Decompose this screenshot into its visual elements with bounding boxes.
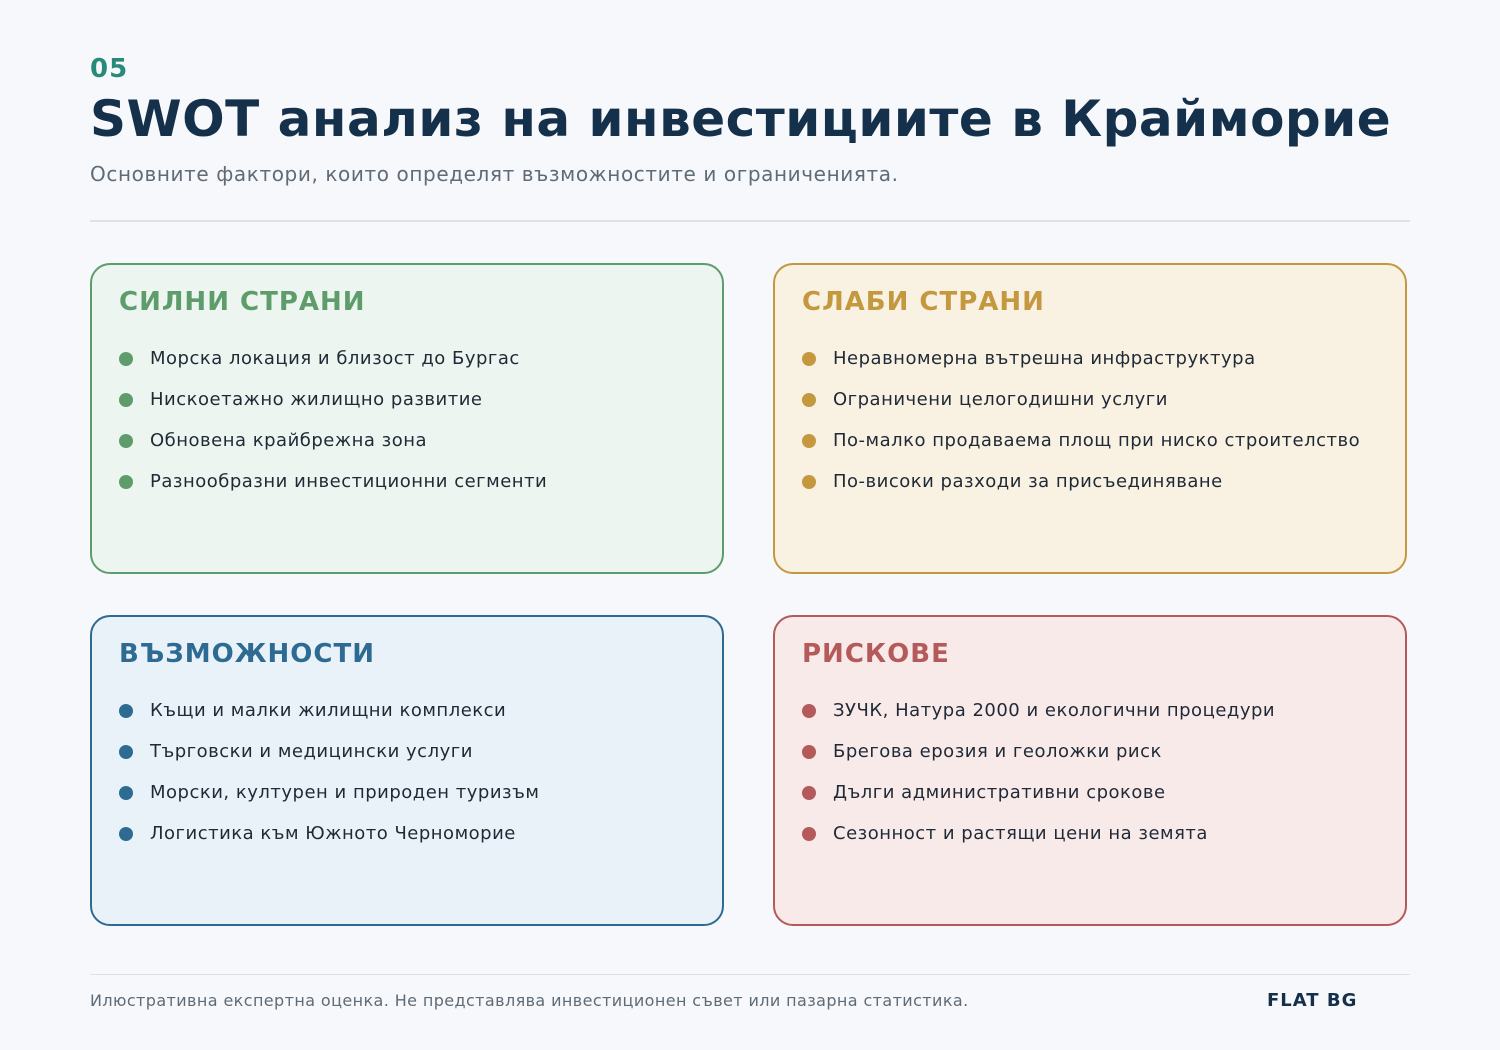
slide-number: 05 [90,54,129,84]
bullet-dot-icon [119,352,133,366]
list-item [119,772,539,813]
list-item [802,420,1360,461]
page-subtitle: Основните фактори, които определят възможностите и ограниченията. [90,162,899,186]
opportunities-quadrant [90,615,724,926]
list-item-text: Разнообразни инвестиционни сегменти [150,471,548,492]
list-item [119,338,547,379]
list-item [802,813,1275,854]
footer-divider [90,974,1410,975]
bullet-dot-icon [802,434,816,448]
weaknesses-quadrant [773,263,1407,574]
bullet-dot-icon [802,352,816,366]
list-item [802,731,1275,772]
weaknesses-title: СЛАБИ СТРАНИ [802,287,1045,317]
risks-title: РИСКОВЕ [802,639,950,669]
bullet-dot-icon [119,434,133,448]
strengths-quadrant [90,263,724,574]
list-item-text: Сезонност и растящи цени на земята [833,823,1208,844]
list-item [802,690,1275,731]
bullet-dot-icon [802,475,816,489]
bullet-dot-icon [119,475,133,489]
brand-logo: FLAT BG [1267,990,1358,1011]
bullet-dot-icon [802,393,816,407]
list-item-text: Логистика към Южното Черноморие [150,823,516,844]
list-item-text: ЗУЧК, Натура 2000 и екологични процедури [833,700,1276,721]
opportunities-list [119,690,539,854]
weaknesses-list [802,338,1360,502]
list-item [802,379,1360,420]
bullet-dot-icon [802,786,816,800]
list-item [119,690,539,731]
bullet-dot-icon [802,827,816,841]
list-item-text: Обновена крайбрежна зона [150,430,427,451]
bullet-dot-icon [802,745,816,759]
bullet-dot-icon [119,745,133,759]
list-item-text: Ограничени целогодишни услуги [833,389,1168,410]
list-item-text: Морска локация и близост до Бургас [150,348,520,369]
bullet-dot-icon [119,827,133,841]
list-item-text: Къщи и малки жилищни комплекси [150,700,507,721]
list-item-text: По-малко продаваема площ при ниско строителство [833,430,1361,451]
list-item-text: Брегова ерозия и геоложки риск [833,741,1162,762]
list-item [119,420,547,461]
strengths-list [119,338,547,502]
header-divider [90,220,1410,222]
list-item [119,379,547,420]
list-item-text: Морски, културен и природен туризъм [150,782,540,803]
list-item-text: Дълги административни срокове [833,782,1166,803]
bullet-dot-icon [119,393,133,407]
risks-quadrant [773,615,1407,926]
list-item [802,772,1275,813]
list-item [119,731,539,772]
page-title: SWOT анализ на инвестициите в Крайморие [90,90,1392,148]
list-item-text: Неравномерна вътрешна инфраструктура [833,348,1256,369]
list-item [119,813,539,854]
bullet-dot-icon [802,704,816,718]
list-item [802,338,1360,379]
list-item [802,461,1360,502]
footer-disclaimer: Илюстративна експертна оценка. Не представлява инвестиционен съвет или пазарна статистика. [90,991,969,1010]
strengths-title: СИЛНИ СТРАНИ [119,287,366,317]
list-item-text: По-високи разходи за присъединяване [833,471,1223,492]
list-item [119,461,547,502]
list-item-text: Нискоетажно жилищно развитие [150,389,483,410]
risks-list [802,690,1275,854]
list-item-text: Търговски и медицински услуги [150,741,473,762]
bullet-dot-icon [119,786,133,800]
bullet-dot-icon [119,704,133,718]
opportunities-title: ВЪЗМОЖНОСТИ [119,639,375,669]
slide [90,0,1410,1050]
